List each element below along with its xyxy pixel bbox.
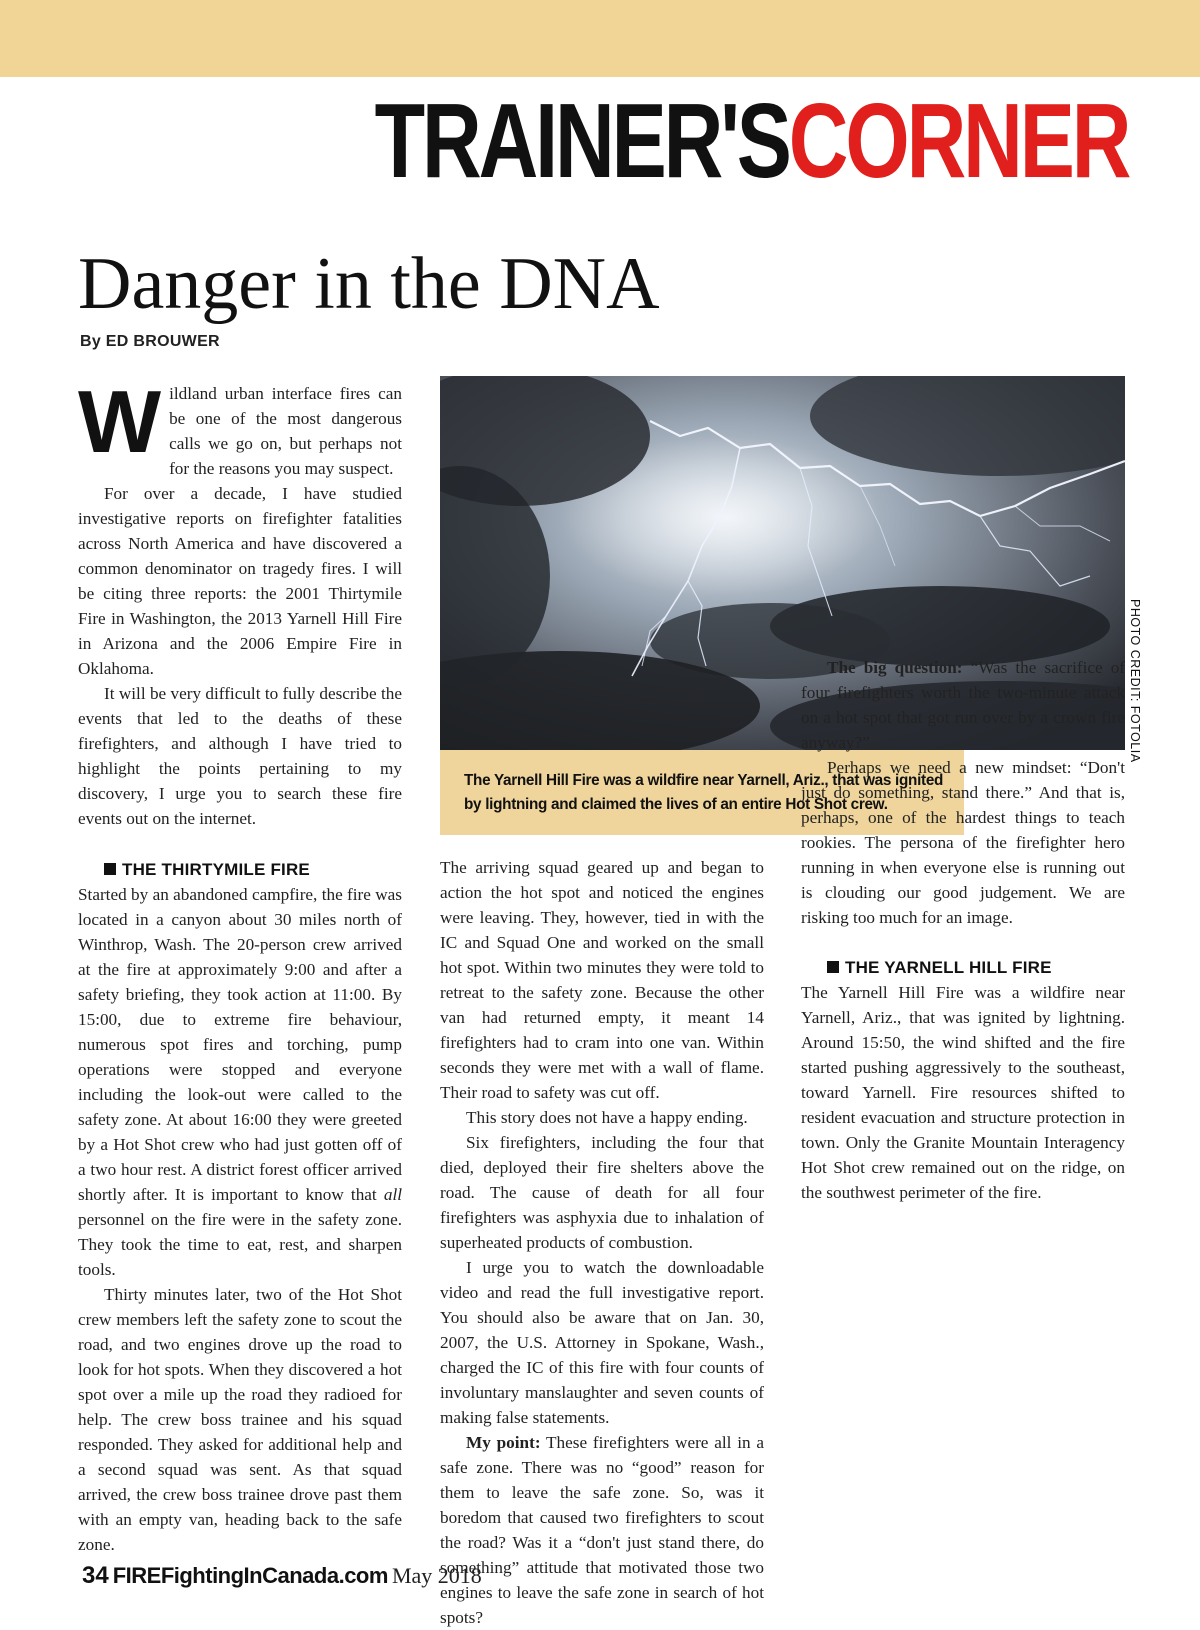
thirtymile-paragraph-1 bbox=[78, 882, 402, 1282]
thirtymile-column-2 bbox=[440, 855, 764, 1630]
intro-paragraph-1 bbox=[78, 372, 402, 481]
intro-paragraph-3: It will be very difficult to fully describe the events that led to the deaths of these firefighters, and although I have tried to highlight the points pertaining to my discovery, I urge you to search these fire events out on the internet. bbox=[78, 684, 402, 828]
footer-site: FIREFightingInCanada.com bbox=[112, 1563, 388, 1588]
thirtymile-column-3 bbox=[801, 658, 1126, 1205]
thirtymile-paragraph-2: Thirty minutes later, two of the Hot Shot crew members left the safety zone to scout the road, and two engines drove up the road to look for hot spots. When they discovered a hot spot over a mile up the road they radioed for help. The crew boss trainee and his squad responded. They asked for additional help and a second squad was sent. As that squad arrived, the crew boss trainee drove past them with an empty van, heading back to the safe zone. bbox=[78, 1285, 402, 1554]
big-question-text: “Was the sacrifice of four firefighters worth the two-minute attack on a hot spot that got run over by a crown fire anyway?” bbox=[801, 658, 1126, 752]
bullet-square-icon bbox=[104, 863, 116, 875]
bullet-square-icon bbox=[827, 961, 839, 973]
thirtymile-paragraph-3: The arriving squad geared up and began to action the hot spot and noticed the engines were leaving. They, however, tied in with the IC and Squad One and worked on the small hot spot. Within two minutes they were told to retreat to the safety zone. Because the other van had returned empty, it meant 14 firefighters had to cram into one van. Within seconds they were met with a wall of flame. Their road to safety was cut off. bbox=[440, 858, 764, 1102]
my-point-label: My point: bbox=[466, 1433, 541, 1452]
photo-caption: The Yarnell Hill Fire was a wildfire near Yarnell, Ariz., that was ignited by lightning and claimed the lives of an entire Hot Shot crew. bbox=[464, 772, 944, 813]
section-title bbox=[374, 82, 1128, 200]
thirtymile-p1-text-b: personnel on the fire were in the safety zone. They took the time to eat, rest, and sharpen tools. bbox=[78, 1210, 402, 1279]
yarnell-paragraph-1: The Yarnell Hill Fire was a wildfire near Yarnell, Ariz., that was ignited by lightning. Around 15:50, the wind shifted and the fire started pushing aggressively to the southeast, toward Yarnell. Fire resources shifted to resident evacuation and structure protection in town. Only the Granite Mountain Interagency Hot Shot crew remained out on the ridge, on the southwest perimeter of the fire. bbox=[801, 983, 1125, 1202]
intro-p1-text: ildland urban interface fires can be one of the most dangerous calls we go on, but perhaps not for the reasons you may suspect. bbox=[169, 384, 402, 478]
thirtymile-heading-text: THE THIRTYMILE FIRE bbox=[122, 860, 310, 879]
section-title-part1: TRAINER'S bbox=[374, 82, 789, 200]
thirtymile-paragraph-4: This story does not have a happy ending. bbox=[466, 1108, 748, 1127]
intro-column bbox=[78, 372, 402, 831]
thirtymile-paragraph-9: Perhaps we need a new mindset: “Don't just do something, stand there.” And that is, perhaps, one of the hardest things to teach rookies. The persona of the firefighter hero running in when everyone else is running out is clouding our good judgement. We are risking too much for an image. bbox=[801, 758, 1125, 927]
section-title-part2: CORNER bbox=[788, 82, 1128, 200]
thirtymile-p1-emphasis: all bbox=[383, 1185, 403, 1204]
drop-cap: W bbox=[78, 372, 162, 471]
header-band bbox=[0, 0, 1200, 77]
article-headline: Danger in the DNA bbox=[78, 243, 660, 325]
my-point-text: These firefighters were all in a safe zone. There was no “good” reason for them to leave the safe zone. So, was it boredom that caused two firefighters to scout the road? Was it a “don't just stand there, do something” attitude that motivated those two engines to leave the safe zone in search of hot spots? bbox=[440, 1433, 764, 1627]
photo-credit: PHOTO CREDIT: FOTOLIA bbox=[1128, 599, 1142, 763]
yarnell-heading bbox=[801, 955, 1125, 980]
yarnell-heading-text: THE YARNELL HILL FIRE bbox=[845, 958, 1052, 977]
thirtymile-paragraph-5: Six firefighters, including the four that died, deployed their fire shelters above the road. The cause of death for all four firefighters was asphyxia due to inhalation of superheated products of combustion. bbox=[440, 1133, 764, 1252]
thirtymile-paragraph-6: I urge you to watch the downloadable video and read the full investigative report. You should also be aware that on Jan. 30, 2007, the U.S. Attorney in Spokane, Wash., charged the IC of this fire with four counts of involuntary manslaughter and seven counts of making false statements. bbox=[440, 1258, 764, 1427]
thirtymile-p1-text-a: Started by an abandoned campfire, the fire was located in a canyon about 30 miles north of Winthrop, Wash. The 20-person crew arrived at the fire at approximately 9:00 and after a safety briefing, they took action at 11:00. By 15:00, due to extreme fire behaviour, numerous spot fires and torching, pump operations were stopped and everyone including the look-out were called to the safety zone. At about 16:00 they were greeted by a Hot Shot crew who had just gotten off of a two hour rest. A district forest officer arrived shortly after. It is important to know that bbox=[78, 885, 402, 1204]
page-number: 34 bbox=[82, 1562, 109, 1589]
footer-date: May 2018 bbox=[391, 1563, 482, 1588]
thirtymile-heading bbox=[78, 857, 402, 882]
my-point-paragraph bbox=[440, 1430, 764, 1630]
big-question-label: The big question: bbox=[827, 658, 963, 677]
article-byline: By ED BROUWER bbox=[80, 333, 220, 350]
page-footer bbox=[82, 1562, 482, 1590]
intro-paragraph-2: For over a decade, I have studied investigative reports on firefighter fatalities across North America and have discovered a common denominator on tragedy fires. I will be citing three reports: the 2001 Thirtymile Fire in Washington, the 2013 Yarnell Hill Fire in Arizona and the 2006 Empire Fire in Oklahoma. bbox=[78, 484, 402, 678]
big-question-paragraph bbox=[801, 655, 1125, 755]
thirtymile-column-1 bbox=[78, 857, 402, 1557]
